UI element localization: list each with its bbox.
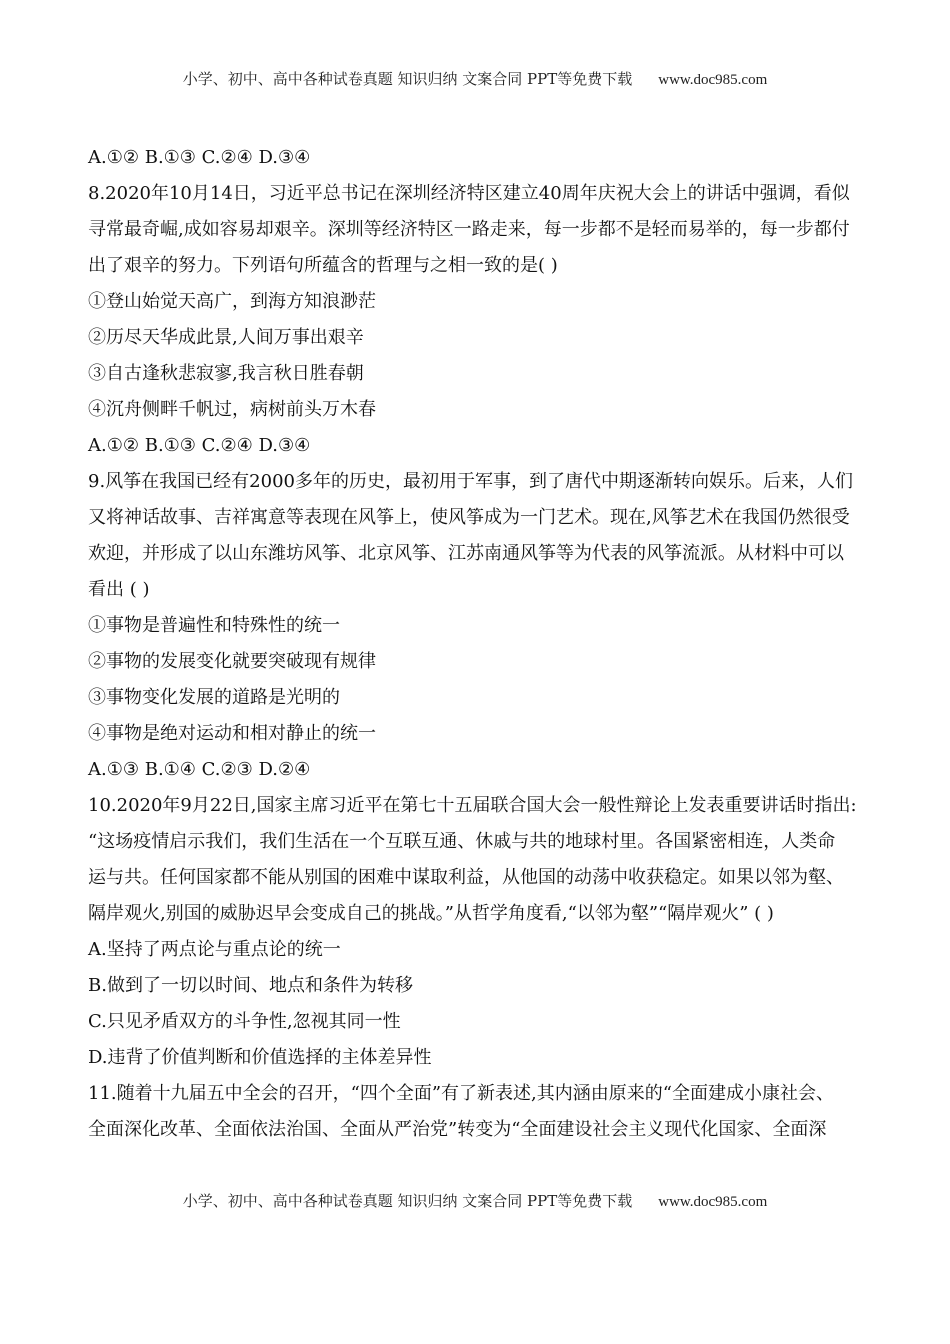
text-line: 出了艰辛的努力。下列语句所蕴含的哲理与之相一致的是( ) [88, 255, 558, 276]
text-line: A.①② B.①③ C.②④ D.③④ [88, 147, 311, 168]
page-footer [0, 1190, 950, 1211]
statement-item: ②历尽天华成此景,人间万事出艰辛 [88, 327, 364, 348]
footer-text: 小学、初中、高中各种试卷真题 知识归纳 文案合同 PPT等免费下载 [182, 1192, 633, 1210]
answer-option: B.做到了一切以时间、地点和条件为转移 [88, 975, 413, 996]
answer-option: C.只见矛盾双方的斗争性,忽视其同一性 [88, 1011, 401, 1032]
text-line: 寻常最奇崛,成如容易却艰辛。深圳等经济特区一路走来，每一步都不是轻而易举的，每一步都付 [88, 219, 850, 240]
page-header [0, 68, 950, 89]
question-11-stem: 11.随着十九届五中全会的召开，“四个全面”有了新表述,其内涵由原来的“全面建成小康社会、 [88, 1083, 834, 1104]
header-site: www.doc985.com [658, 72, 768, 88]
exam-body [88, 140, 878, 1148]
answer-option: D.违背了价值判断和价值选择的主体差异性 [88, 1047, 432, 1068]
answer-options: A.①② B.①③ C.②④ D.③④ [88, 435, 311, 456]
statement-item: ②事物的发展变化就要突破现有规律 [88, 651, 376, 672]
statement-item: ①事物是普遍性和特殊性的统一 [88, 615, 340, 636]
answer-options: A.①③ B.①④ C.②③ D.②④ [88, 759, 311, 780]
header-text: 小学、初中、高中各种试卷真题 知识归纳 文案合同 PPT等免费下载 [182, 70, 633, 88]
text-line: 欢迎，并形成了以山东潍坊风筝、北京风筝、江苏南通风筝等为代表的风筝流派。从材料中可以 [88, 543, 844, 564]
statement-item: ③自古逢秋悲寂寥,我言秋日胜春朝 [88, 363, 364, 384]
statement-item: ③事物变化发展的道路是光明的 [88, 687, 340, 708]
text-line: “这场疫情启示我们，我们生活在一个互联互通、休戚与共的地球村里。各国紧密相连，人类命 [88, 831, 836, 852]
text-line: 又将神话故事、吉祥寓意等表现在风筝上，使风筝成为一门艺术。现在,风筝艺术在我国仍然很受 [88, 507, 850, 528]
text-line: 看出 ( ) [88, 579, 150, 600]
statement-item: ①登山始觉天高广，到海方知浪渺茫 [88, 291, 376, 312]
statement-item: ④事物是绝对运动和相对静止的统一 [88, 723, 376, 744]
text-line: 隔岸观火,别国的威胁迟早会变成自己的挑战。”从哲学角度看,“以邻为壑”“隔岸观火” ( ) [88, 903, 774, 924]
text-line: 运与共。任何国家都不能从别国的困难中谋取利益，从他国的动荡中收获稳定。如果以邻为壑、 [88, 867, 844, 888]
question-10-stem: 10.2020年9月22日,国家主席习近平在第七十五届联合国大会一般性辩论上发表重要讲话时指出: [88, 795, 857, 816]
text-line: 全面深化改革、全面依法治国、全面从严治党”转变为“全面建设社会主义现代化国家、全面深 [88, 1119, 827, 1140]
question-8-stem: 8.2020年10月14日，习近平总书记在深圳经济特区建立40周年庆祝大会上的讲话中强调，看似 [88, 183, 850, 204]
statement-item: ④沉舟侧畔千帆过，病树前头万木春 [88, 399, 376, 420]
footer-site: www.doc985.com [658, 1194, 768, 1210]
answer-option: A.坚持了两点论与重点论的统一 [88, 939, 341, 960]
question-9-stem: 9.风筝在我国已经有2000多年的历史，最初用于军事，到了唐代中期逐渐转向娱乐。后来，人们 [88, 471, 853, 492]
